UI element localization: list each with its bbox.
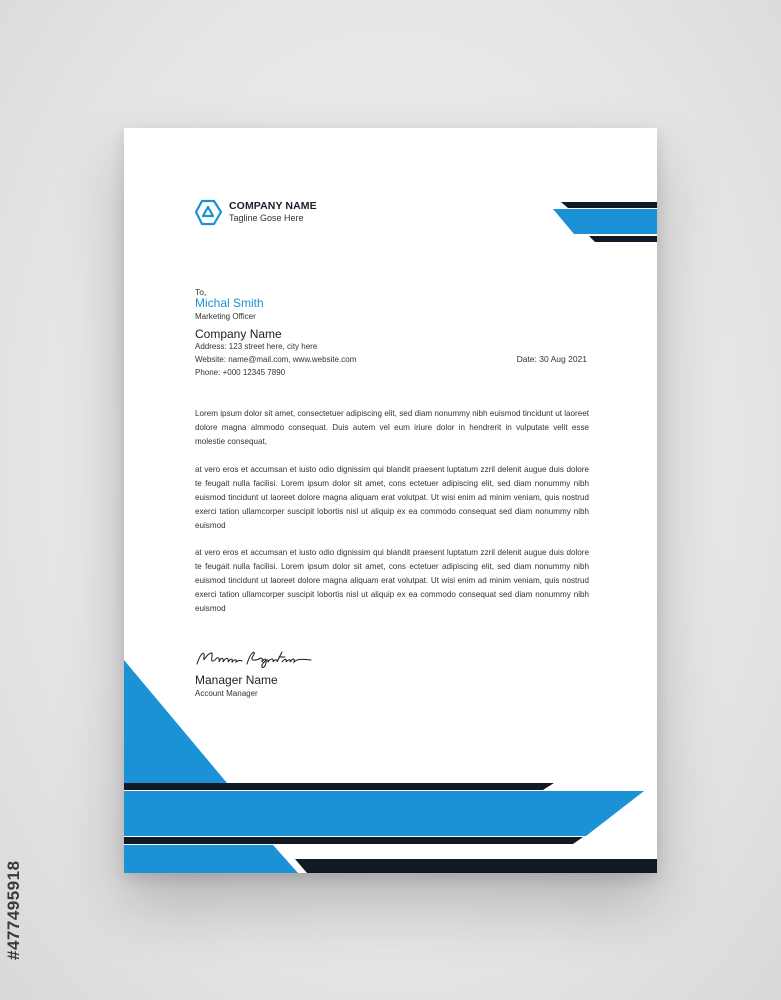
top-dark-bar-lower [589,236,657,242]
bottom-blue-band [124,791,644,836]
recipient-title: Marketing Officer [195,312,256,321]
letterhead-page [124,128,657,873]
handwritten-signature [195,648,315,670]
letter-date: Date: 30 Aug 2021 [516,354,587,364]
body-paragraph-1: Lorem ipsum dolor sit amet, consectetuer adipiscing elit, sed diam nonummy nibh euismod tincidunt ut laoreet dolore magna almmodo consequat. Duis autem vel eum iriure dolor in hendrerit in vulputate velit esse molestie consequat, [195,409,589,447]
recipient-company: Company Name [195,327,282,341]
top-dark-bar [561,202,657,208]
body-paragraph-2: at vero eros et accumsan et iusto odio dignissim qui blandit praesent luptatum zzril delenit augue duis dolore te feugait nulla facilisi. Lorem ipsum dolor sit amet, cons ectetuer adipiscing elit, sed diam nonummy nibh euismod tincidunt ut laoreet dolore magna aliquam erat volutpat. Ut wisi enim ad minim veniam, quis nostrud exerci tation ullamcorper suscipit lobortis nisl ut aliquip ex ea commodo consequat sed diam nonummy nibh euismod [195,465,589,531]
company-tagline: Tagline Gose Here [229,213,304,223]
bottom-blue-corner [124,845,298,873]
stock-image-id: #477495918 [4,860,23,960]
bottom-dark-corner [295,859,657,873]
company-logo-icon [194,199,223,226]
recipient-website: Website: name@mail.com, www.website.com [195,355,357,364]
recipient-phone: Phone: +000 12345 7890 [195,368,286,377]
to-label: To, [195,287,207,297]
bottom-dark-bar-2 [124,837,583,844]
recipient-name: Michal Smith [195,296,264,310]
company-name: COMPANY NAME [229,200,317,212]
bottom-dark-bar-1 [124,783,554,790]
top-blue-bar [553,209,657,234]
manager-name: Manager Name [195,673,278,687]
body-paragraph-3: at vero eros et accumsan et iusto odio dignissim qui blandit praesent luptatum zzril delenit augue duis dolore te feugait nulla facilisi. Lorem ipsum dolor sit amet, cons ectetuer adipiscing elit, sed diam nonummy nibh euismod tincidunt ut laoreet dolore magna aliquam erat volutpat. Ut wisi enim ad minim veniam, quis nostrud exerci tation ullamcorper suscipit lobortis nisl ut aliquip ex ea commodo consequat sed diam nonummy nibh euismod [195,548,589,614]
manager-title: Account Manager [195,689,258,698]
recipient-address: Address: 123 street here, city here [195,342,318,351]
